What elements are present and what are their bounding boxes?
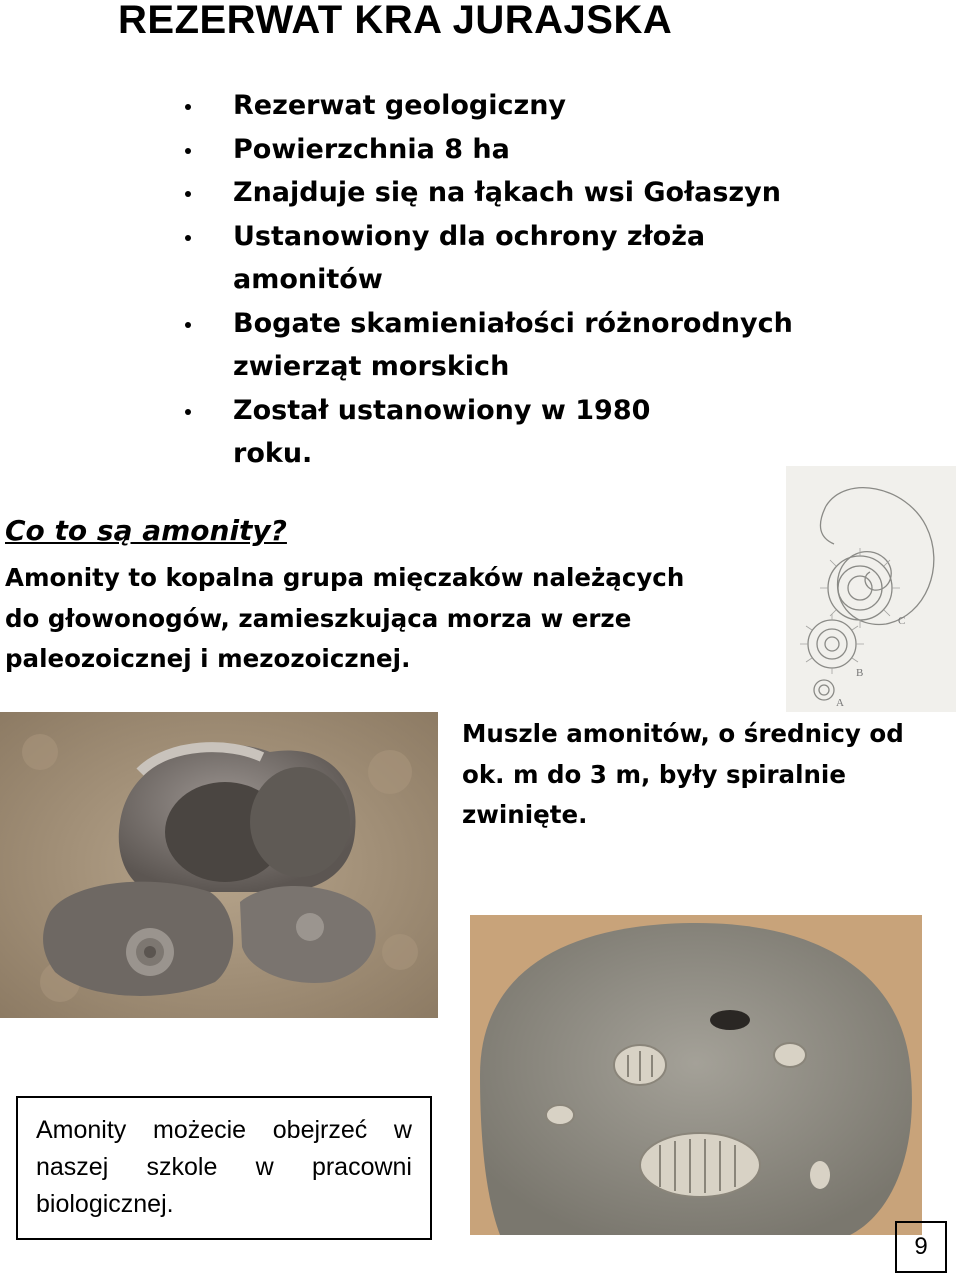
ammonite-illustration — [786, 466, 956, 712]
bullet-icon — [185, 409, 191, 415]
list-item: Ustanowiony dla ochrony złoża amonitów — [185, 215, 753, 302]
page-title: REZERWAT KRA JURAJSKA — [118, 0, 673, 42]
bullet-icon — [185, 322, 191, 328]
bullet-icon — [185, 104, 191, 110]
list-item: Powierzchnia 8 ha — [185, 128, 875, 172]
facts-list — [185, 84, 875, 476]
note-box: Amonity możecie obejrzeć w naszej szkole w pracowni biologicznej. — [16, 1096, 432, 1240]
section-heading: Co to są amonity? — [5, 514, 287, 547]
label-c: C — [898, 615, 906, 627]
list-item: Rezerwat geologiczny — [185, 84, 875, 128]
bullet-icon — [185, 191, 191, 197]
page-number: 9 — [895, 1221, 947, 1273]
fossils-photo — [0, 712, 438, 1018]
bullet-icon — [185, 235, 191, 241]
label-a: A — [836, 697, 844, 709]
list-item: Znajduje się na łąkach wsi Gołaszyn — [185, 171, 875, 215]
fossil-slab-photo — [470, 915, 922, 1235]
list-item: Został ustanowiony w 1980 roku. — [185, 389, 733, 476]
bullet-icon — [185, 148, 191, 154]
list-item: Bogate skamieniałości różnorodnych zwierząt morskich — [185, 302, 863, 389]
label-b: B — [856, 667, 864, 679]
definition-text: Amonity to kopalna grupa mięczaków należących do głowonogów, zamieszkująca morza w erze paleozoicznej i mezozoicznej. — [5, 563, 685, 673]
shell-caption: Muszle amonitów, o średnicy od ok. m do 3 m, były spiralnie zwinięte. — [462, 719, 904, 829]
